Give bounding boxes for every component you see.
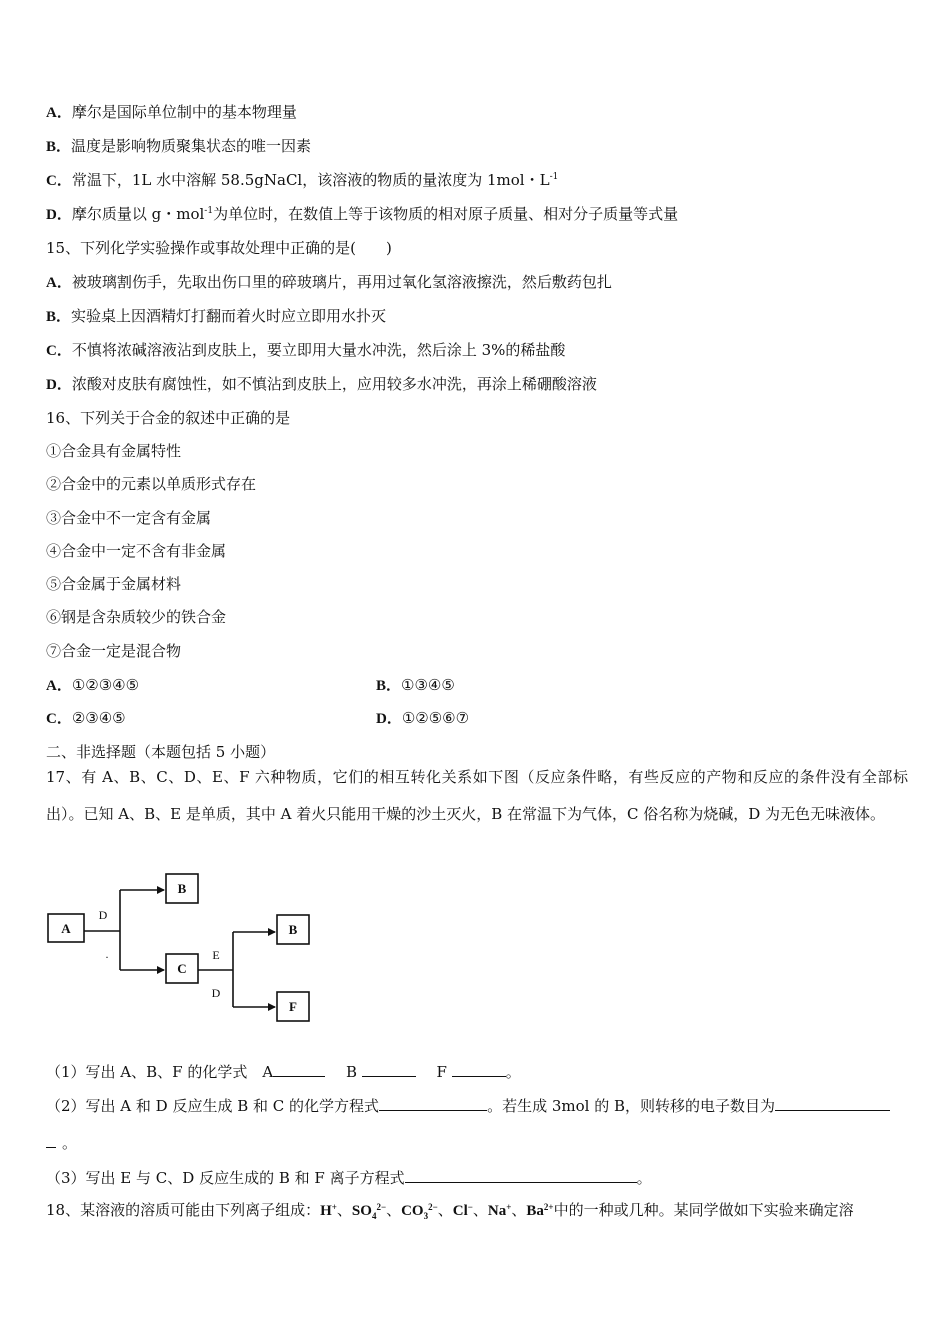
option-text: 被玻璃割伤手，先取出伤口里的碎玻璃片，再用过氧化氢溶液擦洗，然后敷药包扎 [71, 273, 612, 291]
node-b-right-label: B [288, 922, 298, 937]
q16-statement-1: ①合金具有金属特性 [46, 442, 182, 460]
option-label: B． [46, 139, 72, 155]
part-label-b: B [345, 1063, 362, 1081]
part-text: （2）写出 A 和 D 反应生成 B 和 C 的化学方程式 [46, 1097, 380, 1115]
q16-statement-3: ③合金中不一定含有金属 [46, 509, 212, 527]
q16-statement-6: ⑥钢是含杂质较少的铁合金 [46, 608, 227, 626]
ion-symbol: Ba [526, 1203, 544, 1219]
answer-blank-equation[interactable] [379, 1094, 487, 1111]
edge-e-label: E [212, 948, 220, 962]
answer-blank-b[interactable] [362, 1060, 416, 1077]
option-text: ①②⑤⑥⑦ [401, 709, 470, 727]
q17-part-2-cont [46, 1131, 77, 1153]
option-text-cont: 为单位时，在数值上等于该物质的相对原子质量、相对分子质量等式量 [213, 205, 679, 223]
ion-charge: − [467, 1202, 473, 1212]
q16-option-b [376, 675, 455, 696]
ion-subscript: 4 [371, 1211, 377, 1221]
option-label: C． [46, 173, 72, 189]
answer-blank-ionic[interactable] [405, 1166, 637, 1183]
ion-charge: 2− [376, 1202, 387, 1212]
ion-symbol: CO [401, 1203, 424, 1219]
answer-blank-electrons-cont[interactable] [46, 1131, 56, 1148]
ion-charge: 2+ [543, 1202, 554, 1212]
option-label: D． [376, 711, 402, 727]
part-end: 。 [636, 1169, 652, 1187]
stray-dot: . [105, 947, 109, 961]
q14-option-c [46, 170, 558, 191]
node-b-top-label: B [177, 881, 187, 896]
option-text: ②③④⑤ [71, 709, 126, 727]
q18-stem [46, 1200, 854, 1226]
separator: 、 [472, 1201, 488, 1219]
part-text: （1）写出 A、B、F 的化学式 A [46, 1063, 274, 1081]
option-label: C． [46, 711, 72, 727]
superscript: -1 [204, 206, 214, 216]
ion-symbol: H [320, 1203, 332, 1219]
option-label: D． [46, 207, 72, 223]
option-label: A． [46, 275, 72, 291]
part-end: 。 [505, 1063, 521, 1081]
section-heading: 二、非选择题（本题包括 5 小题） [46, 743, 276, 761]
q17-part-1 [46, 1060, 521, 1082]
separator: 、 [437, 1201, 453, 1219]
ion-sodium [488, 1203, 511, 1219]
ion-charge: + [506, 1202, 512, 1212]
superscript: -1 [549, 172, 559, 182]
ion-charge: + [331, 1202, 337, 1212]
answer-blank-a[interactable] [273, 1060, 325, 1077]
q17-part-3 [46, 1166, 652, 1188]
stem-text: 18、某溶液的溶质可能由下列离子组成： [46, 1201, 321, 1219]
ion-subscript: 3 [423, 1211, 429, 1221]
ion-symbol: SO [351, 1203, 372, 1219]
q15-option-d [46, 374, 597, 395]
option-label: B． [376, 678, 402, 694]
q16-statement-4: ④合金中一定不含有非金属 [46, 542, 227, 560]
q15-stem: 15、下列化学实验操作或事故处理中正确的是( ) [46, 239, 392, 257]
node-c-label: C [177, 961, 187, 976]
q16-statement-2: ②合金中的元素以单质形式存在 [46, 475, 257, 493]
option-text: 摩尔是国际单位制中的基本物理量 [71, 103, 297, 121]
option-label: A． [46, 105, 72, 121]
ion-charge: 2− [428, 1202, 438, 1212]
branch-line-a [84, 890, 120, 970]
edge-d-label-2: D [211, 986, 221, 1000]
ion-chloride [453, 1203, 473, 1219]
q17-stem: 17、有 A、B、C、D、E、F 六种物质，它们的相互转化关系如下图（反应条件略，有些反应的产物和反应的条件没有全部标出）。已知 A、B、E 是单质，其中 A 着火只能用干燥的沙土灭火，B 在常温下为气体，C 俗名称为烧碱，D 为无色无味液体。 [46, 768, 908, 823]
separator: 、 [386, 1201, 402, 1219]
q16-option-a [46, 675, 139, 696]
reaction-diagram [40, 868, 340, 1028]
node-f-label: F [289, 999, 297, 1014]
stem-text-cont: 中的一种或几种。某同学做如下实验来确定溶 [553, 1201, 854, 1219]
answer-blank-f[interactable] [452, 1060, 506, 1077]
q16-option-c [46, 708, 126, 729]
q17-part-2 [46, 1094, 890, 1116]
option-label: C． [46, 343, 72, 359]
q15-option-c [46, 340, 565, 361]
option-text: 常温下，1L 水中溶解 58.5gNaCl，该溶液的物质的量浓度为 1mol・L [71, 171, 550, 189]
option-text: 不慎将浓碱溶液沾到皮肤上，要立即用大量水冲洗，然后涂上 3%的稀盐酸 [71, 341, 566, 359]
q16-option-d [376, 708, 469, 729]
part-text-mid: 。若生成 3mol 的 B，则转移的电子数目为 [487, 1097, 775, 1115]
edge-d-label: D [98, 908, 108, 922]
ion-h [320, 1203, 337, 1219]
part-text: （3）写出 E 与 C、D 反应生成的 B 和 F 离子方程式 [46, 1169, 405, 1187]
option-label: B． [46, 309, 72, 325]
option-text: 温度是影响物质聚集状态的唯一因素 [71, 137, 312, 155]
option-label: A． [46, 678, 72, 694]
q15-option-b [46, 306, 386, 327]
option-text: 摩尔质量以 g・mol [71, 205, 205, 223]
part-label-f: F [436, 1063, 452, 1081]
separator: 、 [511, 1201, 527, 1219]
part-end: 。 [62, 1134, 78, 1152]
option-text: 实验桌上因酒精灯打翻而着火时应立即用水扑灭 [71, 307, 387, 325]
q15-option-a [46, 272, 612, 293]
option-text: ①③④⑤ [401, 676, 455, 694]
answer-blank-electrons[interactable] [775, 1094, 890, 1111]
ion-symbol: Na [487, 1203, 507, 1219]
q16-stem: 16、下列关于合金的叙述中正确的是 [46, 409, 291, 427]
q16-statement-7: ⑦合金一定是混合物 [46, 642, 182, 660]
ion-sulfate [352, 1203, 386, 1219]
separator: 、 [336, 1201, 352, 1219]
q14-option-a [46, 102, 297, 123]
node-a-label: A [61, 921, 71, 936]
q14-option-b [46, 136, 311, 157]
option-text: 浓酸对皮肤有腐蚀性，如不慎沾到皮肤上，应用较多水冲洗，再涂上稀硼酸溶液 [71, 375, 597, 393]
q14-option-d [46, 204, 678, 225]
q16-statement-5: ⑤合金属于金属材料 [46, 575, 182, 593]
ion-symbol: Cl [452, 1203, 468, 1219]
option-text: ①②③④⑤ [71, 676, 140, 694]
option-label: D． [46, 377, 72, 393]
ion-carbonate [401, 1203, 438, 1219]
ion-barium [526, 1203, 553, 1219]
